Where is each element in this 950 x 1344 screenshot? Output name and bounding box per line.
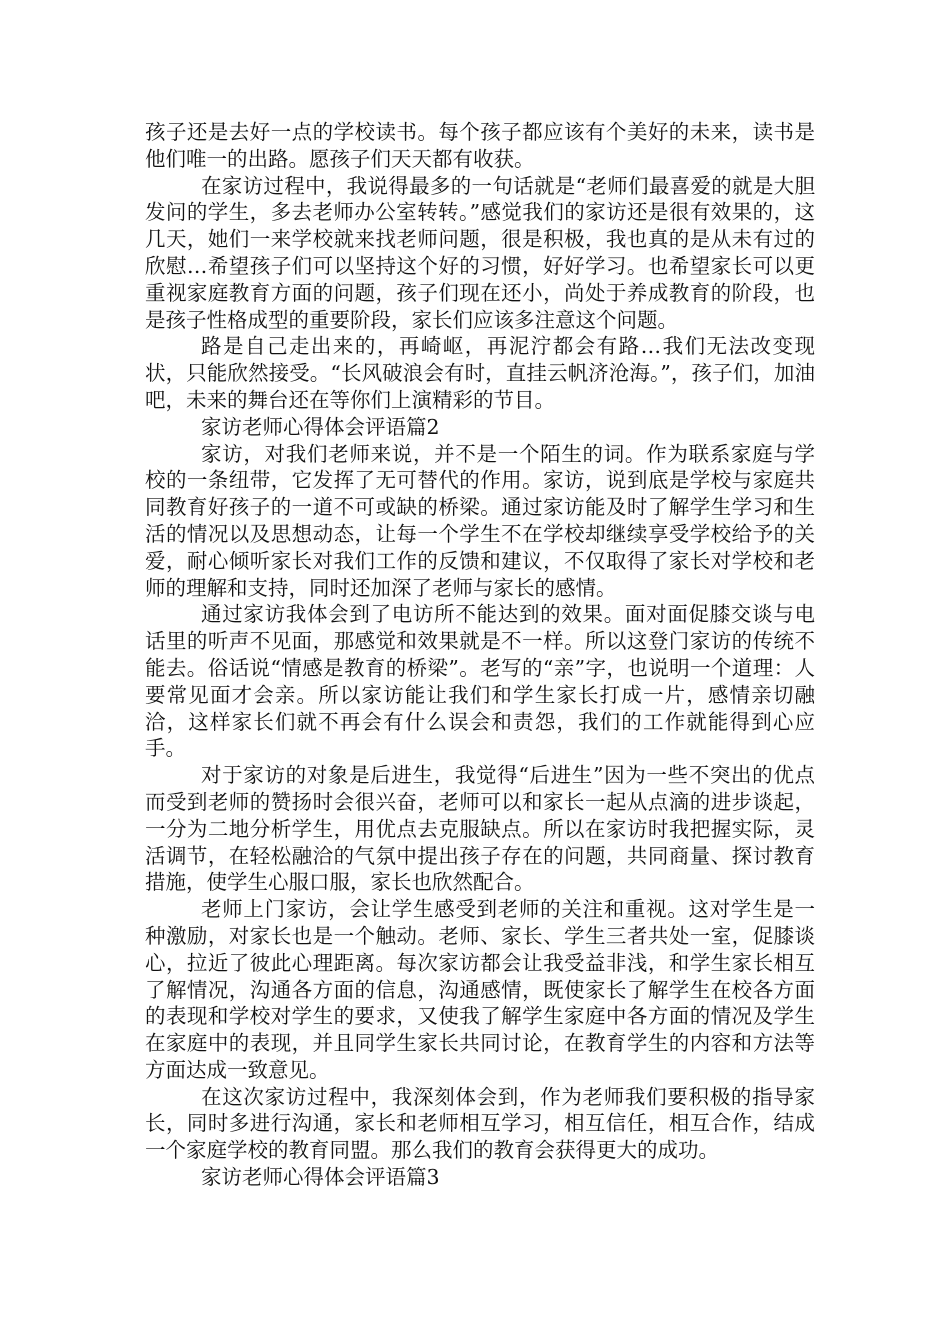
document-page [145,119,815,1191]
paragraph: 家访，对我们老师来说，并不是一个陌生的词。作为联系家庭与学校的一条纽带，它发挥了无可替代的作用。家访，说到底是学校与家庭共同教育好孩子的一道不可或缺的桥梁。通过家访能及时了解学生学习和生活的情况以及思想动态，让每一个学生不在学校却继续享受学校给予的关爱，耐心倾听家长对我们工作的反馈和建议，不仅取得了家长对学校和老师的理解和支持，同时还加深了老师与家长的感情。 [145,441,815,600]
section-heading: 家访老师心得体会评语篇3 [201,1165,440,1190]
paragraph: 在家访过程中，我说得最多的一句话就是“老师们最喜爱的就是大胆发问的学生，多去老师办公室转转。”感觉我们的家访还是很有效果的，这几天，她们一来学校就来找老师问题，很是积极，我也真的是从未有过的欣慰…希望孩子们可以坚持这个好的习惯，好好学习。也希望家长可以更重视家庭教育方面的问题，孩子们现在还小，尚处于养成教育的阶段，也是孩子性格成型的重要阶段，家长们应该多注意这个问题。 [145,173,815,332]
section-heading: 家访老师心得体会评语篇2 [201,414,440,439]
paragraph: 通过家访我体会到了电访所不能达到的效果。面对面促膝交谈与电话里的听声不见面，那感觉和效果就是不一样。所以这登门家访的传统不能去。俗话说“情感是教育的桥梁”。老写的“亲”字，也说明一个道理：人要常见面才会亲。所以家访能让我们和学生家长打成一片，感情亲切融洽，这样家长们就不再会有什么误会和责怨，我们的工作就能得到心应手。 [145,602,815,761]
paragraph: 在这次家访过程中，我深刻体会到，作为老师我们要积极的指导家长，同时多进行沟通，家长和老师相互学习，相互信任，相互合作，结成一个家庭学校的教育同盟。那么我们的教育会获得更大的成功。 [145,1084,815,1163]
paragraph: 对于家访的对象是后进生，我觉得“后进生”因为一些不突出的优点而受到老师的赞扬时会很兴奋，老师可以和家长一起从点滴的进步谈起，一分为二地分析学生，用优点去克服缺点。所以在家访时我把握实际，灵活调节，在轻松融洽的气氛中提出孩子存在的问题，共同商量、探讨教育措施，使学生心服口服，家长也欣然配合。 [145,763,815,895]
paragraph: 路是自己走出来的，再崎岖，再泥泞都会有路…我们无法改变现状，只能欣然接受。“长风破浪会有时，直挂云帆济沧海。”，孩子们，加油吧，未来的舞台还在等你们上演精彩的节目。 [145,334,815,412]
paragraph-continued: 孩子还是去好一点的学校读书。每个孩子都应该有个美好的未来，读书是他们唯一的出路。愿孩子们天天都有收获。 [145,120,815,171]
paragraph: 老师上门家访，会让学生感受到老师的关注和重视。这对学生是一种激励，对家长也是一个触动。老师、家长、学生三者共处一室，促膝谈心，拉近了彼此心理距离。每次家访都会让我受益非浅，和学生家长相互了解情况，沟通各方面的信息，沟通感情，既使家长了解学生在校各方面的表现和学校对学生的要求，又使我了解学生家庭中各方面的情况及学生在家庭中的表现，并且同学生家长共同讨论，在教育学生的内容和方法等方面达成一致意见。 [145,897,815,1082]
